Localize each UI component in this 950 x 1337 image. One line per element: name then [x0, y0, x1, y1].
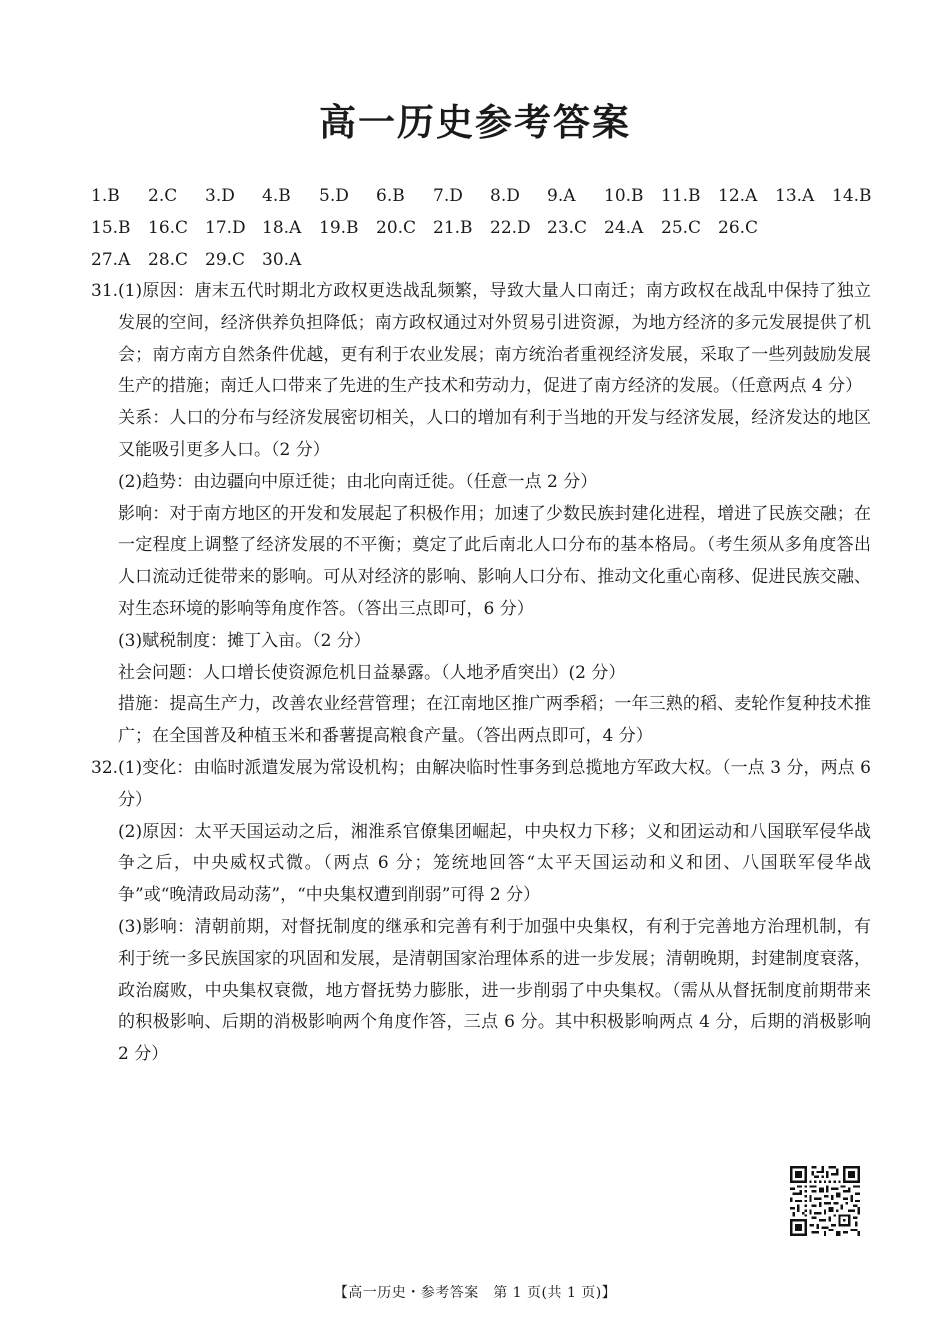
mc-answer: 11.B	[661, 186, 701, 206]
mc-answer: 2.C	[148, 186, 178, 206]
answer-paragraph: (1)原因：唐末五代时期北方政权更迭战乱频繁，导致大量人口南迁；南方政权在战乱中保持了独立发展的空间，经济供养负担降低；南方政权通过对外贸易引进资源，为地方经济的多元发展提供了机会；南方南方自然条件优越，更有利于农业发展；南方统治者重视经济发展，采取了一些列鼓励发展生产的措施；南迁人口带来了先进的生产技术和劳动力，促进了南方经济的发展。（任意两点 4 分）	[118, 281, 871, 397]
answer-paragraph: (2)趋势：由边疆向中原迁徙；由北向南迁徙。（任意一点 2 分）	[118, 471, 598, 492]
page-title: 高一历史参考答案	[319, 101, 631, 144]
mc-answer: 28.C	[148, 250, 189, 270]
essay-answers	[91, 276, 871, 1071]
mc-answer: 29.C	[205, 250, 246, 270]
mc-answer: 30.A	[262, 250, 302, 270]
mc-answer: 5.D	[319, 186, 349, 206]
qr-code-icon	[790, 1166, 860, 1236]
mc-answer: 21.B	[433, 218, 473, 238]
mc-answer: 13.A	[775, 186, 815, 206]
mc-answer: 12.A	[718, 186, 758, 206]
mc-answer: 25.C	[661, 218, 702, 238]
mc-answer: 16.C	[148, 218, 189, 238]
mc-answer: 24.A	[604, 218, 644, 238]
question-31	[91, 276, 871, 753]
mc-answer: 6.B	[376, 186, 405, 206]
question-32	[91, 753, 871, 1071]
mc-answer: 14.B	[832, 186, 872, 206]
mc-answer: 3.D	[205, 186, 235, 206]
answer-paragraph: (2)原因：太平天国运动之后，湘淮系官僚集团崛起，中央权力下移；义和团运动和八国联军侵华战争之后，中央威权式微。（两点 6 分；笼统地回答“太平天国运动和义和团、八国联军侵华战争”或“晚清政局动荡”，“中央集权遭到削弱”可得 2 分）	[118, 821, 871, 906]
mc-row	[91, 244, 891, 276]
answer-paragraph: 影响：对于南方地区的开发和发展起了积极作用；加速了少数民族封建化进程，增进了民族交融；在一定程度上调整了经济发展的不平衡；奠定了此后南北人口分布的基本格局。（考生须从多角度答出人口流动迁徙带来的影响。可从对经济的影响、影响人口分布、推动文化重心南移、促进民族交融、对生态环境的影响等角度作答。（答出三点即可，6 分）	[118, 503, 871, 619]
mc-answer: 26.C	[718, 218, 759, 238]
mc-row	[91, 180, 891, 212]
mc-answer: 10.B	[604, 186, 644, 206]
mc-answer: 19.B	[319, 218, 359, 238]
mc-answer: 4.B	[262, 186, 291, 206]
page-footer: 【高一历史・参考答案 第 1 页(共 1 页)】	[333, 1285, 617, 1301]
question-body	[118, 276, 871, 753]
mc-answer: 22.D	[490, 218, 531, 238]
question-number: 32.	[91, 757, 119, 778]
mc-answer: 9.A	[547, 186, 576, 206]
answer-paragraph: (3)影响：清朝前期，对督抚制度的继承和完善有利于加强中央集权，有利于完善地方治理机制，有利于统一多民族国家的巩固和发展，是清朝国家治理体系的进一步发展；清朝晚期，封建制度衰落，政治腐败，中央集权衰微，地方督抚势力膨胀，进一步削弱了中央集权。（需从从督抚制度前期带来的积极影响、后期的消极影响两个角度作答，三点 6 分。其中积极影响两点 4 分，后期的消极影响 2 分）	[118, 916, 871, 1065]
question-body	[118, 753, 871, 1071]
mc-answer: 8.D	[490, 186, 520, 206]
answer-paragraph: 措施：提高生产力，改善农业经营管理；在江南地区推广两季稻；一年三熟的稻、麦轮作复种技术推广；在全国普及种植玉米和番薯提高粮食产量。（答出两点即可，4 分）	[118, 694, 871, 747]
answer-paragraph: 社会问题：人口增长使资源危机日益暴露。（人地矛盾突出）(2 分）	[118, 662, 626, 683]
answer-paragraph: (1)变化：由临时派遣发展为常设机构；由解决临时性事务到总揽地方军政大权。（一点 3 分，两点 6 分）	[118, 757, 871, 810]
multiple-choice-answers	[91, 180, 891, 276]
mc-answer: 15.B	[91, 218, 131, 238]
mc-answer: 1.B	[91, 186, 120, 206]
mc-answer: 27.A	[91, 250, 131, 270]
mc-answer: 18.A	[262, 218, 302, 238]
mc-answer: 20.C	[376, 218, 417, 238]
mc-answer: 23.C	[547, 218, 588, 238]
mc-answer: 7.D	[433, 186, 463, 206]
mc-answer: 17.D	[205, 218, 246, 238]
answer-paragraph: 关系：人口的分布与经济发展密切相关，人口的增加有利于当地的开发与经济发展，经济发达的地区又能吸引更多人口。（2 分）	[118, 408, 871, 460]
question-number: 31.	[91, 281, 119, 301]
mc-row	[91, 212, 891, 244]
answer-paragraph: (3)赋税制度：摊丁入亩。（2 分）	[118, 630, 371, 651]
